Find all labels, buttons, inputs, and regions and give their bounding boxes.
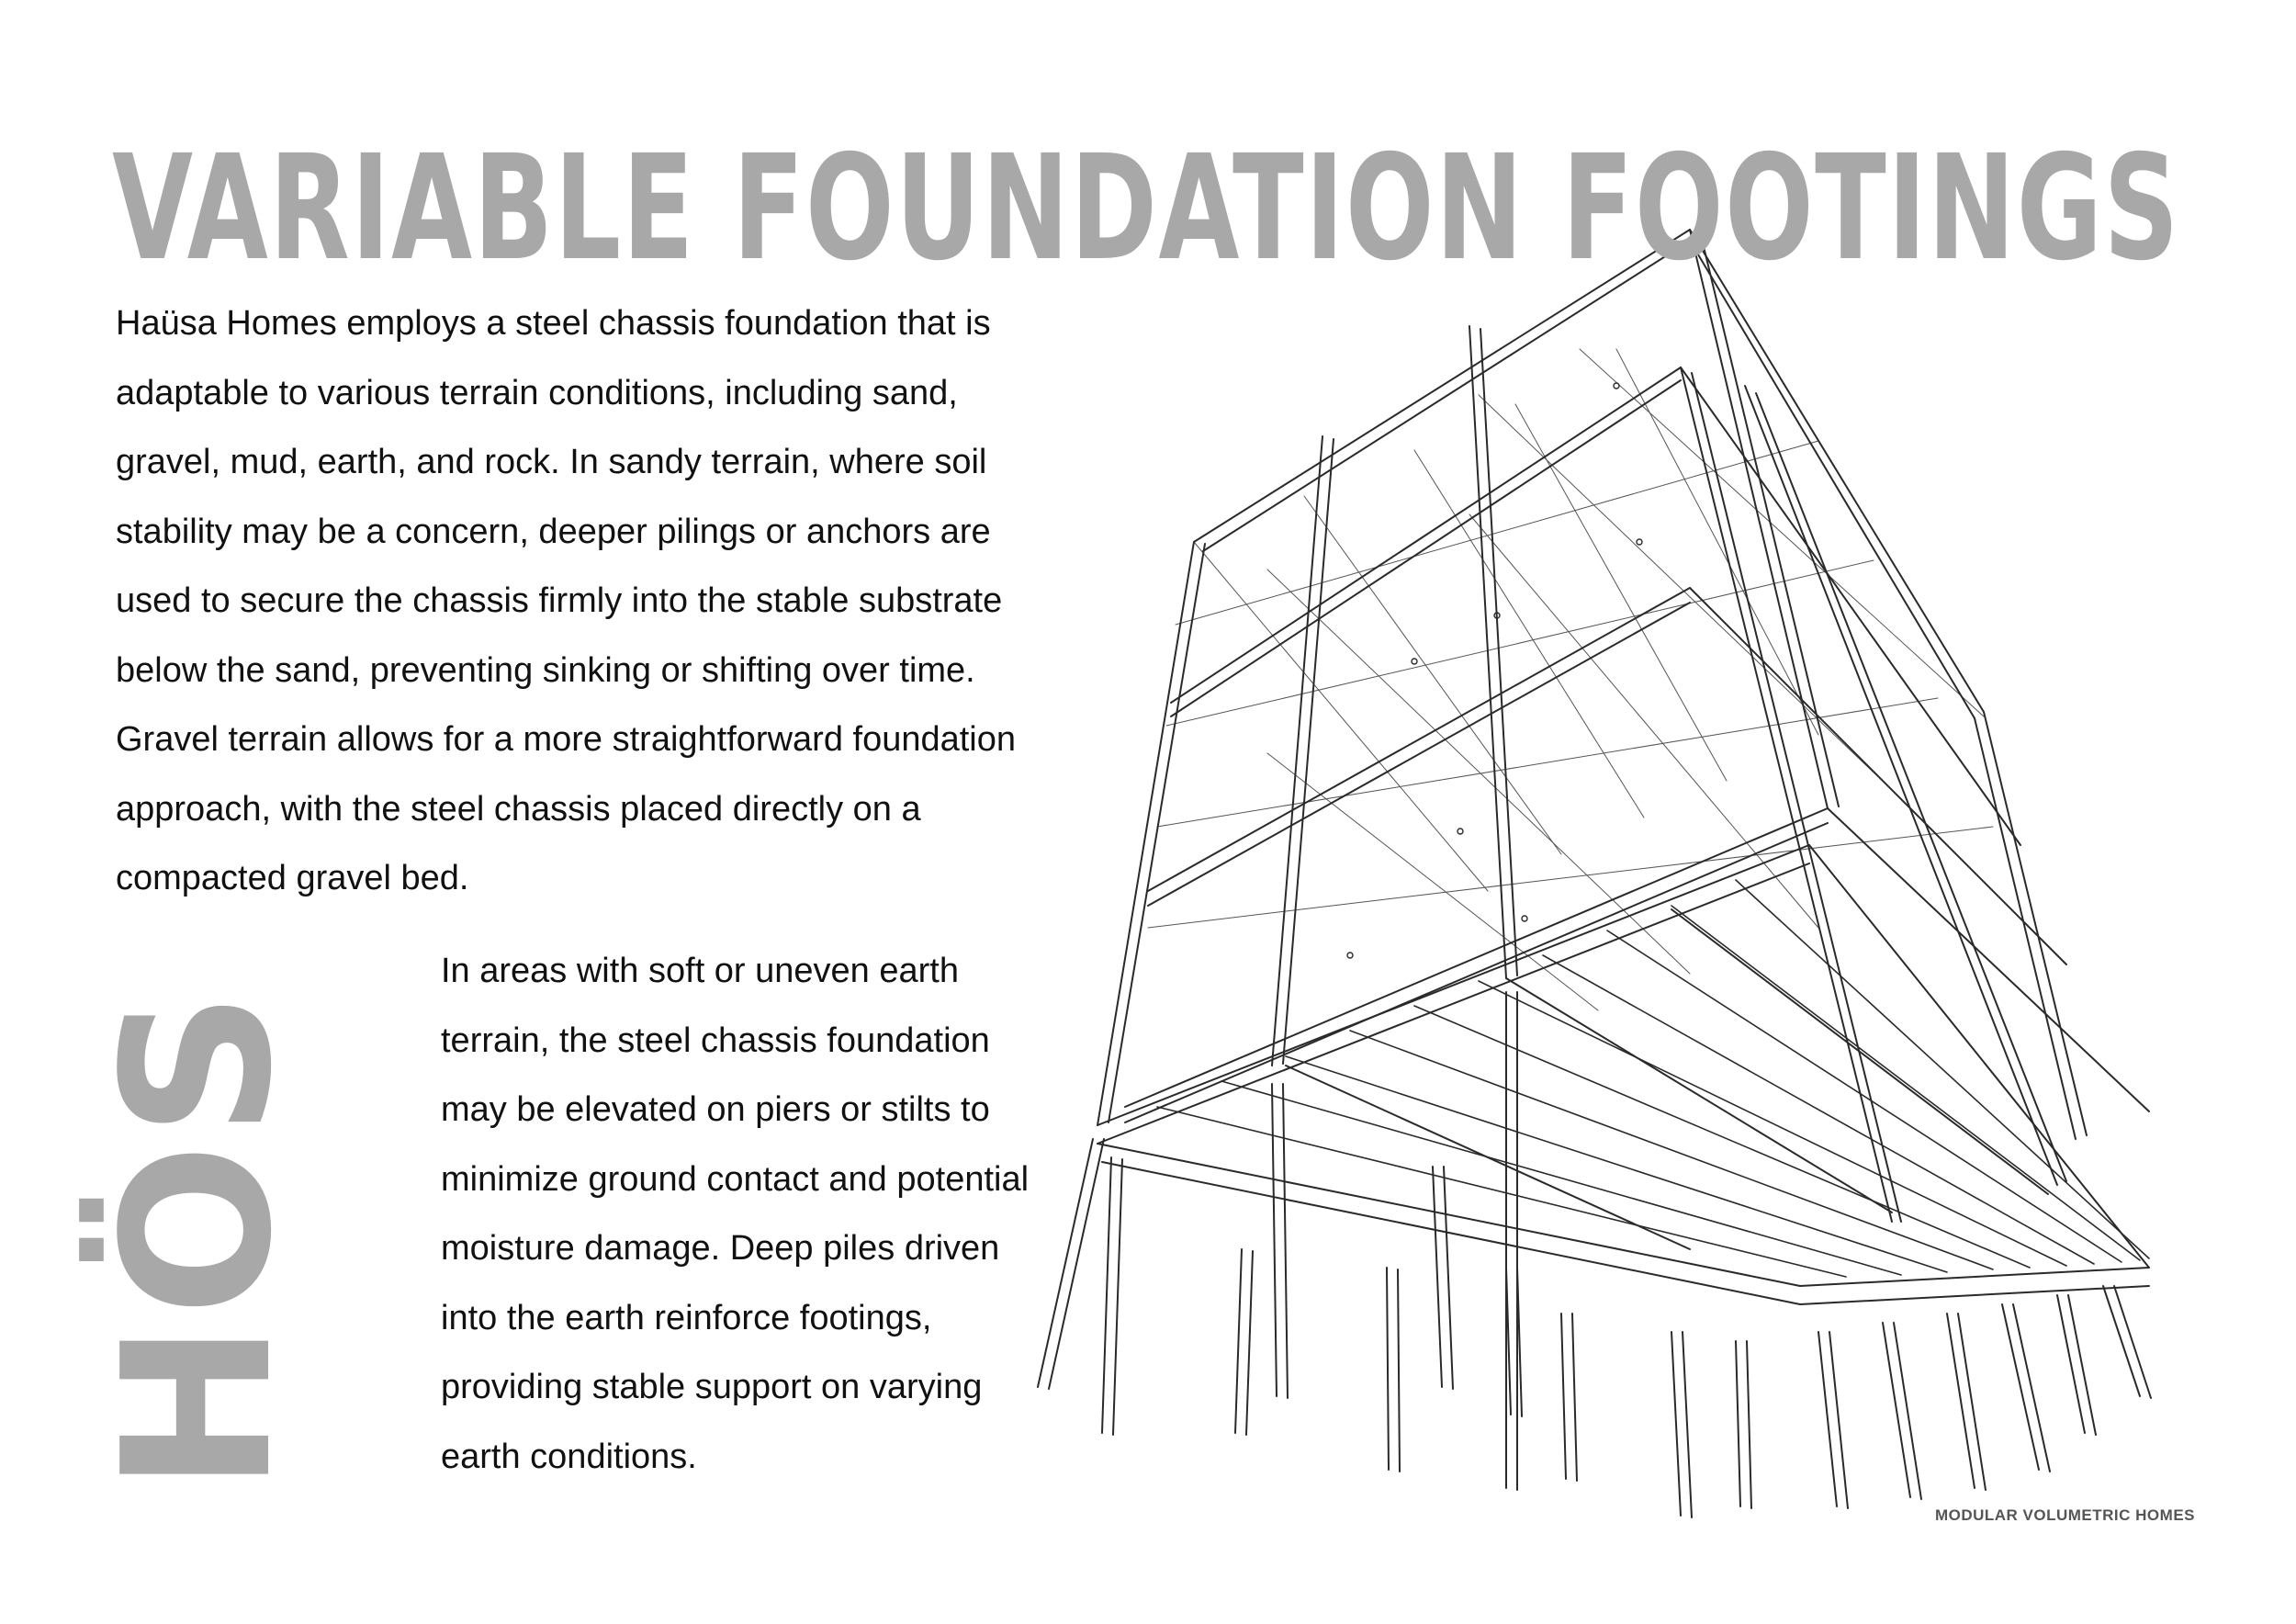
paragraph-line: terrain, the steel chassis foundation [441,1021,990,1060]
paragraph-line: used to secure the chassis firmly into the stable substrate [116,581,1003,620]
paragraph-line: compacted gravel bed. [116,859,469,897]
paragraph-line: In areas with soft or uneven earth [441,952,959,990]
page-title: VARIABLE FOUNDATION FOOTINGS [112,124,2180,293]
paragraph-line: adaptable to various terrain conditions, including sand, [116,373,958,412]
paragraph-line: moisture damage. Deep piles driven [441,1229,1000,1268]
earth-terrain-paragraph [441,937,1139,1492]
paragraph-line: gravel, mud, earth, and rock. In sandy terrain, where soil [116,443,987,481]
footer-label: MODULAR VOLUMETRIC HOMES [1934,1506,2195,1524]
paragraph-line: below the sand, preventing sinking or shifting over time. [116,650,975,690]
paragraph-line: Gravel terrain allows for a more straightforward foundation [116,720,1017,759]
paragraph-line: approach, with the steel chassis placed directly on a [116,789,921,829]
paragraph-line: stability may be a concern, deeper pilings or anchors are [116,512,991,551]
brand-logo-mark: HÖS [80,985,317,1493]
paragraph-line: minimize ground contact and potential [441,1159,1030,1199]
paragraph-line: providing stable support on varying [441,1368,983,1406]
paragraph-line: may be elevated on piers or stilts to [441,1090,990,1129]
paragraph-line: Haüsa Homes employs a steel chassis foundation that is [116,304,991,343]
paragraph-line: into the earth reinforce footings, [441,1298,932,1337]
intro-paragraph [116,289,1108,914]
paragraph-line: earth conditions. [441,1437,697,1476]
